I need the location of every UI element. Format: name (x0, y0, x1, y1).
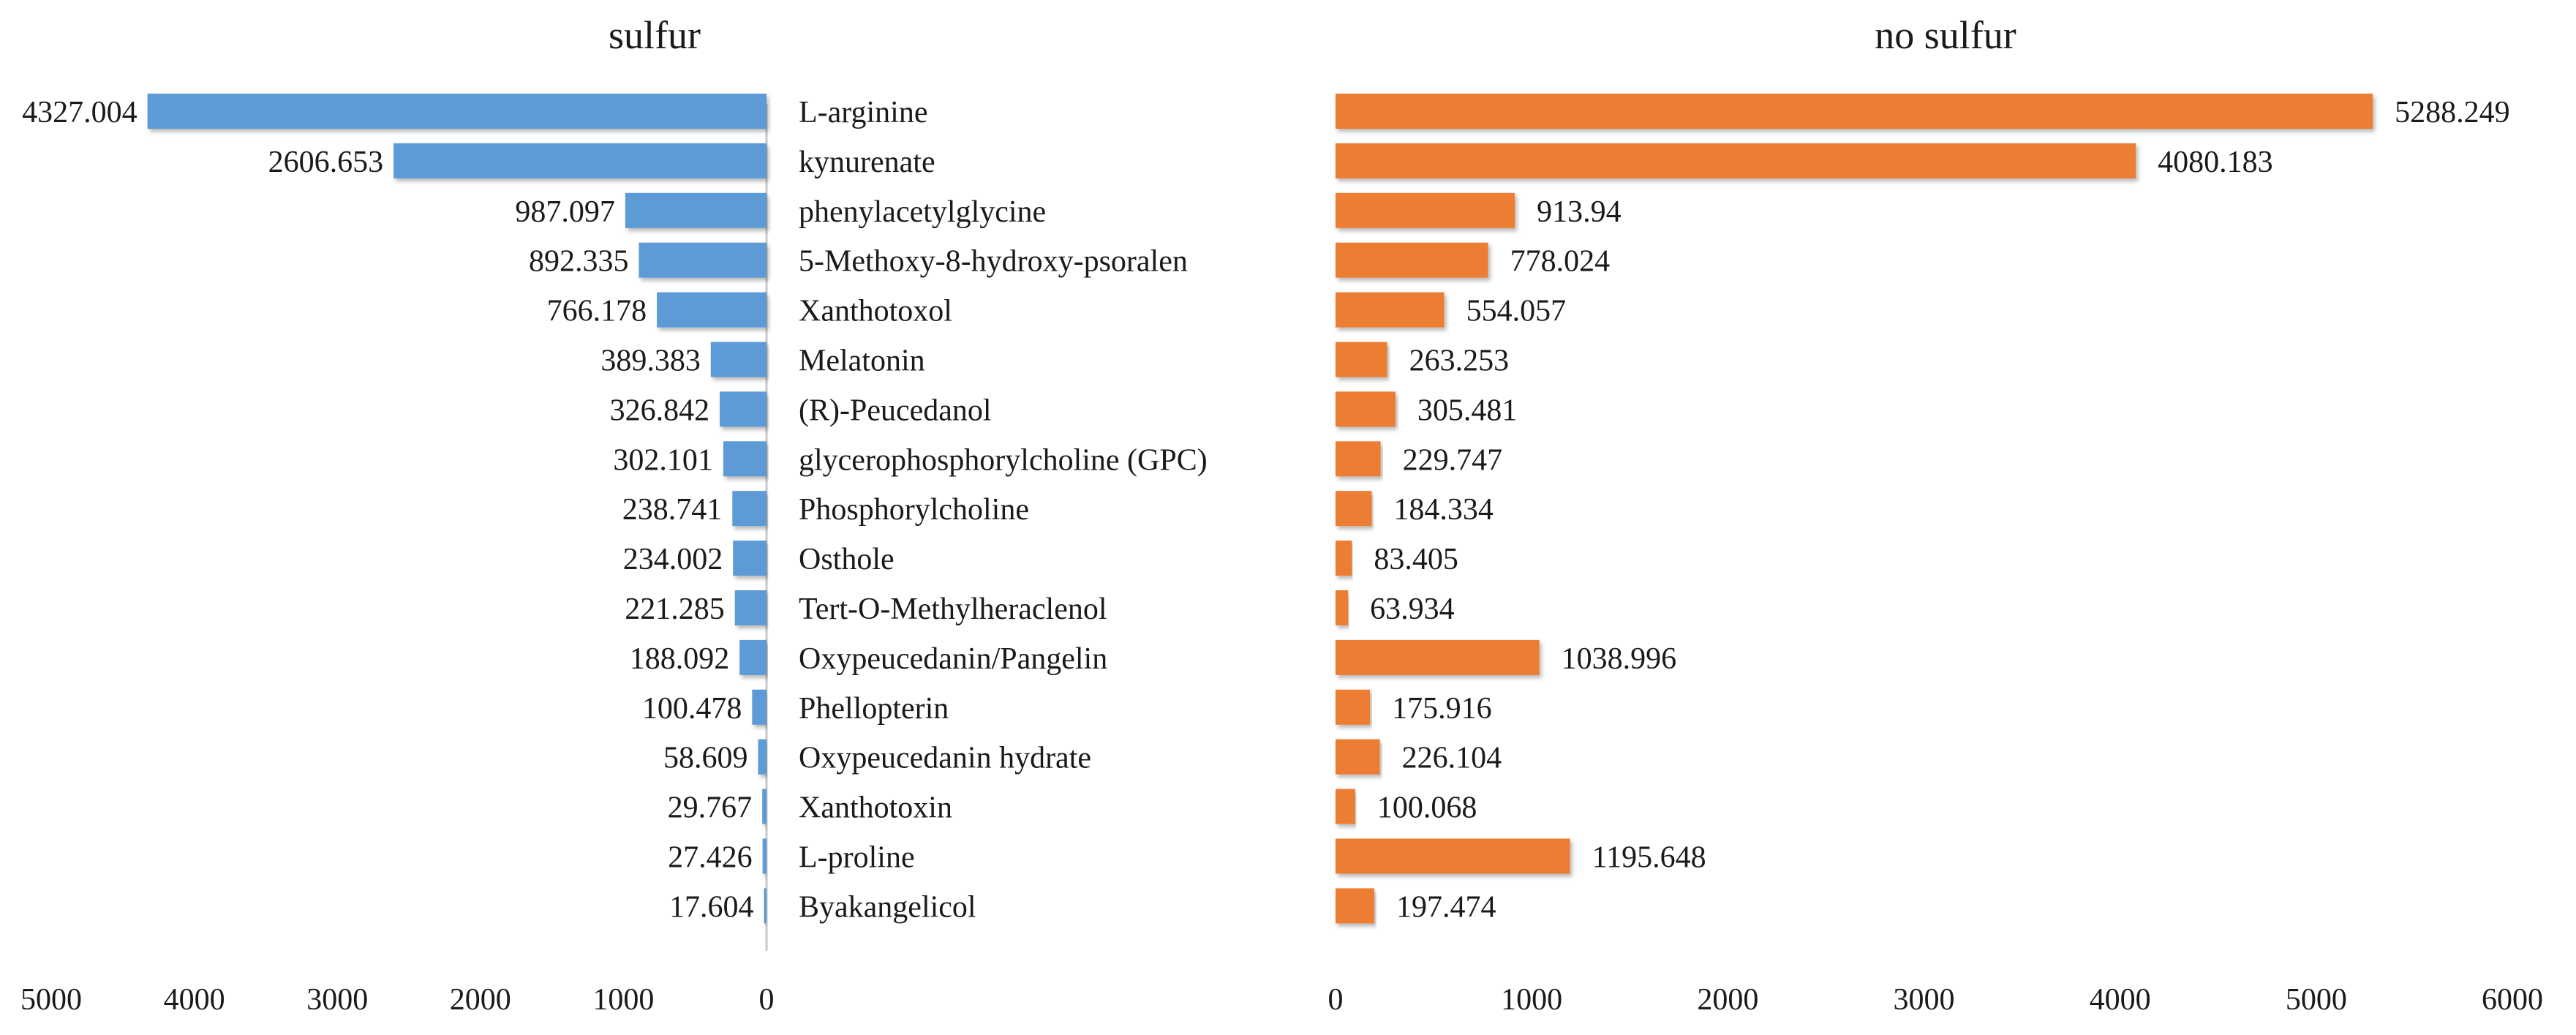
left-x-axis-ticks (20, 983, 775, 1017)
category-label: Xanthotoxol (799, 294, 952, 328)
category-label: Melatonin (799, 344, 925, 378)
no-sulfur-bar (1336, 739, 1380, 775)
category-label: (R)-Peucedanol (799, 394, 992, 428)
sulfur-bar (733, 541, 767, 576)
left-x-tick-label: 1000 (592, 983, 655, 1017)
no-sulfur-value-label: 5288.249 (2395, 96, 2510, 129)
sulfur-bar (732, 491, 767, 526)
no-sulfur-bar (1336, 839, 1570, 874)
no-sulfur-bar (1336, 590, 1348, 625)
left-x-tick-label: 2000 (449, 983, 511, 1017)
left-x-tick-label: 4000 (163, 983, 225, 1017)
left-x-tick-label: 3000 (306, 983, 369, 1017)
category-label: Xanthotoxin (799, 791, 952, 825)
no-sulfur-value-label: 1195.648 (1592, 840, 1706, 875)
right-x-tick-label: 0 (1327, 983, 1344, 1017)
sulfur-value-label: 27.426 (668, 840, 753, 875)
sulfur-bar (657, 293, 767, 328)
no-sulfur-value-label: 197.474 (1396, 890, 1496, 925)
sulfur-bar (720, 391, 767, 426)
sulfur-value-label: 234.002 (622, 543, 723, 577)
sulfur-value-label: 221.285 (625, 592, 725, 626)
sulfur-value-label: 100.478 (641, 691, 742, 726)
no-sulfur-bar (1336, 690, 1370, 725)
right-x-tick-label: 2000 (1697, 983, 1759, 1017)
no-sulfur-bar (1336, 243, 1488, 278)
no-sulfur-value-label: 1038.996 (1561, 641, 1677, 676)
sulfur-bar (735, 590, 767, 625)
sulfur-value-label: 892.335 (528, 244, 629, 279)
no-sulfur-value-label: 263.253 (1409, 344, 1510, 378)
sulfur-value-label: 4327.004 (22, 96, 138, 129)
category-labels (799, 96, 1208, 924)
sulfur-value-label: 302.101 (613, 443, 713, 478)
right-x-axis-ticks (1328, 983, 2544, 1017)
sulfur-bar (639, 243, 767, 278)
no-sulfur-value-label: 778.024 (1510, 244, 1611, 279)
no-sulfur-value-label: 100.068 (1376, 791, 1477, 825)
sulfur-value-label: 326.842 (609, 394, 710, 428)
no-sulfur-value-label: 913.94 (1537, 195, 1622, 229)
no-sulfur-bar (1336, 94, 2373, 129)
sulfur-value-label: 987.097 (515, 195, 615, 229)
sulfur-bar (148, 94, 767, 129)
right-x-tick-label: 6000 (2482, 983, 2543, 1017)
category-label: glycerophosphorylcholine (GPC) (799, 443, 1208, 478)
no-sulfur-bar (1336, 342, 1387, 377)
sulfur-value-label: 389.383 (600, 344, 701, 378)
no-sulfur-bar (1336, 391, 1396, 426)
no-sulfur-bar (1336, 789, 1355, 824)
sulfur-bar (739, 640, 767, 675)
sulfur-bar (625, 193, 767, 228)
no-sulfur-bar (1336, 491, 1371, 526)
category-label: Tert-O-Methylheraclenol (799, 592, 1107, 626)
right-x-tick-label: 5000 (2285, 983, 2347, 1017)
category-label: L-proline (799, 840, 915, 875)
category-label: Oxypeucedanin/Pangelin (799, 641, 1108, 676)
sulfur-value-label: 58.609 (663, 741, 748, 775)
no-sulfur-value-label: 175.916 (1392, 691, 1492, 726)
category-label: L-arginine (799, 96, 928, 129)
category-label: Osthole (799, 543, 895, 577)
no-sulfur-bar (1336, 143, 2136, 178)
category-label: Oxypeucedanin hydrate (799, 741, 1092, 775)
no-sulfur-value-label: 229.747 (1402, 443, 1503, 478)
category-label: kynurenate (799, 145, 935, 179)
sulfur-value-label: 766.178 (546, 294, 647, 328)
no-sulfur-value-label: 4080.183 (2158, 145, 2273, 179)
sulfur-value-label: 188.092 (629, 641, 730, 676)
no-sulfur-bar (1336, 441, 1381, 476)
no-sulfur-bar (1336, 293, 1445, 328)
sulfur-bar (762, 789, 767, 824)
right-x-tick-label: 3000 (1893, 983, 1955, 1017)
sulfur-value-label: 29.767 (667, 791, 753, 825)
no-sulfur-value-label: 554.057 (1466, 294, 1567, 328)
category-label: Phosphorylcholine (799, 493, 1029, 527)
sulfur-bar (711, 342, 767, 377)
no-sulfur-value-label: 83.405 (1374, 543, 1458, 577)
right-x-tick-label: 1000 (1501, 983, 1563, 1017)
sulfur-bar (393, 143, 767, 178)
sulfur-bar (764, 888, 767, 923)
no-sulfur-bar (1336, 193, 1515, 228)
sulfur-bar (723, 441, 767, 476)
no-sulfur-value-label: 184.334 (1393, 493, 1494, 527)
sulfur-value-label: 2606.653 (268, 145, 384, 179)
category-label: phenylacetylglycine (799, 195, 1047, 229)
left-chart-title: sulfur (609, 13, 701, 57)
sulfur-bar (758, 739, 767, 775)
no-sulfur-bar (1336, 888, 1374, 923)
no-sulfur-value-label: 226.104 (1401, 741, 1502, 775)
no-sulfur-bar (1336, 640, 1540, 675)
sulfur-value-label: 17.604 (669, 890, 754, 925)
category-label: Phellopterin (799, 691, 949, 726)
category-label: Byakangelicol (799, 890, 976, 925)
right-chart-title: no sulfur (1875, 13, 2016, 57)
sulfur-bar (752, 690, 767, 725)
sulfur-value-label: 238.741 (622, 493, 723, 527)
right-x-tick-label: 4000 (2089, 983, 2151, 1017)
left-x-tick-label: 5000 (20, 983, 82, 1017)
right-value-labels (1370, 96, 2509, 924)
no-sulfur-bar (1336, 541, 1352, 576)
no-sulfur-value-label: 63.934 (1370, 592, 1455, 626)
left-x-tick-label: 0 (758, 983, 775, 1017)
category-label: 5-Methoxy-8-hydroxy-psoralen (799, 244, 1188, 279)
sulfur-bar (763, 839, 767, 874)
no-sulfur-value-label: 305.481 (1417, 394, 1518, 428)
